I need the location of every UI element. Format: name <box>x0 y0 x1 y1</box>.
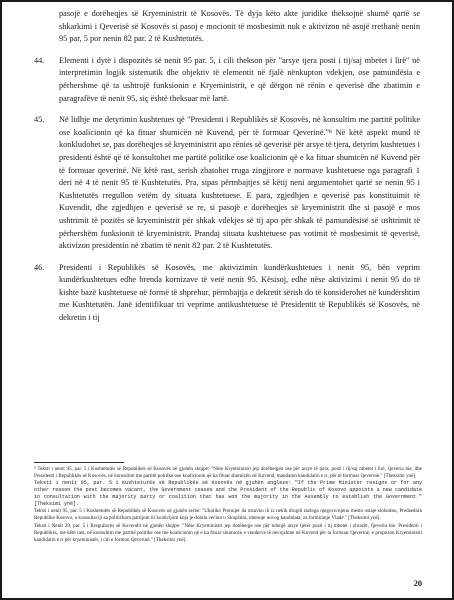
footnotes <box>34 466 422 544</box>
continued-paragraph: pasojë e dorëheqjes së Kryeministrit të Kosovës. Të dyja këto akte juridike theksojnë shumë qartë se shkarkimi i Qeverisë së Kosovës si pasoj e mocionit të mosbesimit nuk e aktivizon në asnjë rrethanë nenin 95 par, 5 por nenin 82 par. 2 të Kushtetutës. <box>59 9 420 44</box>
footnote-item: Teksti i nenit 95, par. 5 i Kushtetutës së Republikës së Kosovës në gjuhën angleze: "If the Prime Minister resigns or for any other reason the post becomes vacant, the Government ceases and the President of the Republic of Kosovo appoints a new candidate in consultation with the majority party or coalition that has won the majority in the Assembly to establish the Government." [Theksimi ynë]. <box>34 480 422 508</box>
footnote-separator <box>34 462 124 463</box>
main-content <box>34 8 420 325</box>
footnote-item: ⁸ Teksti i nenit 95, par. 5 i Kushtetutës së Republikës së Kosovës në gjuhën shqipe: "Nëse Kryeministri jep dorëheqjen ose për arsye të tjera, posti i tij/saj mbetet i lirë, Qeveria bie, dhe Presidenti i Republikës së Kosovës, në konsultim me partitë politike ose koalicionin që ka fituar shumicën në Kuvend, mandaton kandidatin e ri, për të formuar Qeverinë." [Theksimi ynë]. <box>34 466 422 479</box>
numbered-paragraph-44 <box>34 55 420 105</box>
page-border-top <box>0 0 454 2</box>
page-number: 20 <box>413 579 422 588</box>
footnote-item: Teksti i nenit 95, par. 5 i Kushtetutës së Republikës së Kosovës në gjuhën serbe: "Ukoliko Premijer da ostavku ili iz nekih drugih razloga njegovo/njeno mesto ostaje slobodno, Predsednik Republike Kosovo, u konsultaciji sa političkom partijom ili koalicijom koja je dobila većinu u Skupštini, imenuje novog kandidata, za formiranje Vlade." [Theksimi ynë]. <box>34 508 422 522</box>
paragraph-text: Në lidhje me detyrimin kushtetues që "Presidenti i Republikës së Kosovës, në konsultim me partitë politike ose koalicionin që ka fituar shumicën në Kuvend, për të formuar Qeverinë."⁸ Në këtë aspekt mund të konkludohet se, pas dorëheqjes së kryeministrit apo rënies së qeverisë për arsye të tjera, detyrim kushtetues i presidenti është që të konsultohet me partitë politike ose koalicionin që e ka fituar shumicën në Kuvend për të formuar qeverinë. Në këtë rast, serish zbatohet rruga zingjirore e normave kushtetuese nga paragrafi 1 deri në 4 të nenit 95 të Kushtetutës. Pra, sipas përmbajtjes së këtij neni argumentohet qartë se nenin 95 i Kushtetutës rregullon vetëm dy situata kushtetuese. E para, zgjedhjen e qeverisë pas konstituimit të Kuvendit, dhe zgjedhjen e qeverisë se re, si pasojë e dorëheqjes së kryeministrit dhe si pasojë e mos ushtrimit të pozitës së kryeministrit për shkak vdekjes së tij apo për shkak të pamundësisë së ushtrimit të përhershëm funksionit të kryeministrit. Prandaj situata kushtetuese pas votimit të mosbesimit të qeverisë, aktivizon presidentin në zbatim të nenit 82 par. 2 të Kushtetutës. <box>59 115 420 251</box>
paragraph-number: 45. <box>34 115 45 125</box>
page-border-left <box>0 0 2 600</box>
numbered-paragraph-46 <box>34 262 420 325</box>
paragraph-number: 46. <box>34 262 45 272</box>
numbered-paragraph-45 <box>34 114 420 253</box>
paragraph-number: 44. <box>34 55 45 65</box>
paragraph-text: Presidenti i Republikës së Kosovës, me aktivizimin kundërkushtetues i nenit 95, bën veprim kundërkushtetues edhe brenda kornizave të vetë nenit 95. Kësisoj, edhe nëse aktivizimi i nenit 95 do të kishte bazë kushtetuese në formë të shprehur, përmbajtja e dekretit sërish do të konsiderohet në kundërshtim me Kushtetutën. Janë identifikuar tri veprime antikushtetuese të Presidentit të Republikës së Kosovës, në dekretin i tij <box>59 262 420 323</box>
paragraph-text: Elementi i dytë i dispozitës së nenit 95 par. 5, i cili thekson për "arsye tjera posti i tij/saj mbetet i lirë" në interpretimin logjik sistematik dhe objektiv të elementit në fjalë nënkupton vdekjen, ose pamundësia e përhershme që ta ushtrojë funksionin e Kryeministrit, e që dërgon në rënin e qeverisë dhe zbatimin e paragrafëve të nenit 95, siç është theksuar më lartë. <box>59 55 420 103</box>
footnote-item: Teksti i Nenit 29, par. 5 i Rregullores së Kuvendit në gjuhën shqipe: "Nëse Kryeministri jep dorëheqje ose për ndonjë arsye tjetër posti i tij mbetet i zbrazët, Qeveria bie. Presidenti i Republikës, me këtë rast, në konsultim me partitë politike ose me koalicionin që e ka fituar shumicën e venderve të nevojshme në Kuvend për ta formuar Qeverinë, e propozon Kryeministri kandidatin e ri për kryeministër, i cili e formon Qeverinë." [Theksimi ynë]. <box>34 522 422 543</box>
